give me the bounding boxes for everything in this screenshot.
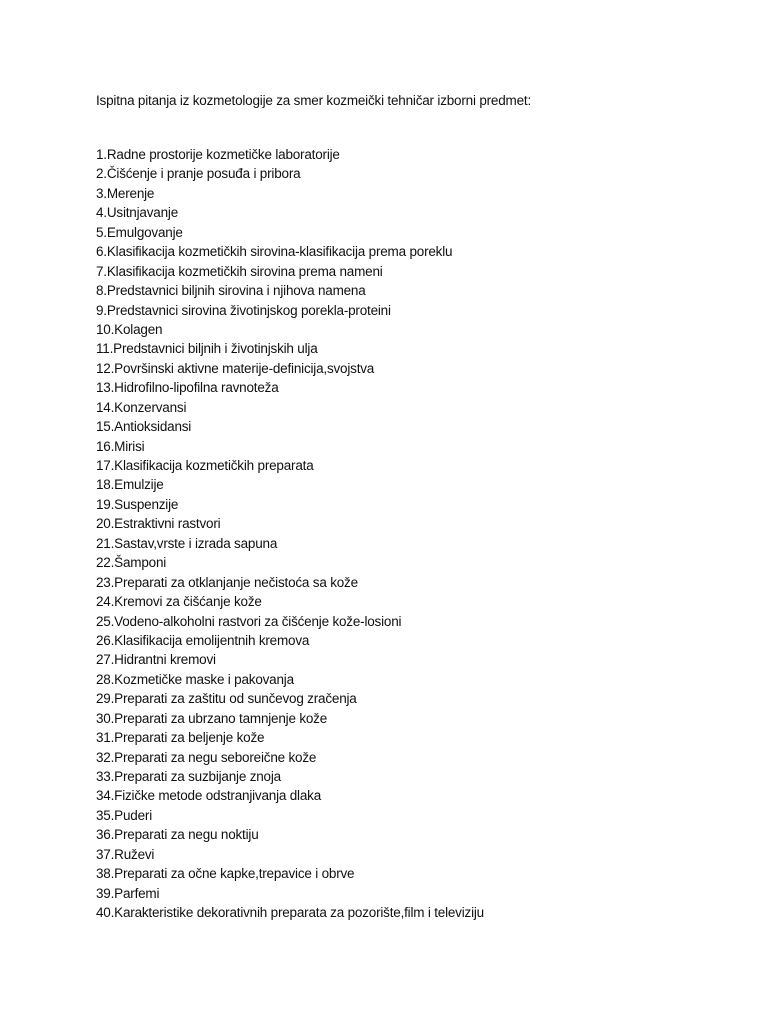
question-item: 22.Šamponi (96, 555, 167, 571)
question-item: 4.Usitnjavanje (96, 205, 178, 221)
question-item: 28.Kozmetičke maske i pakovanja (96, 671, 294, 687)
question-item: 13.Hidrofilno-lipofilna ravnoteža (96, 380, 279, 396)
document-heading: Ispitna pitanja iz kozmetologije za smer kozmeički tehničar izborni predmet: (96, 93, 531, 108)
question-item: 30.Preparati za ubrzano tamnjenje kože (96, 710, 328, 726)
question-item: 5.Emulgovanje (96, 224, 183, 240)
question-item: 11.Predstavnici biljnih i životinjskih ulja (96, 341, 318, 357)
question-item: 26.Klasifikacija emolijentnih kremova (96, 632, 310, 648)
question-item: 12.Površinski aktivne materije-definicija,svojstva (96, 360, 375, 376)
question-item: 10.Kolagen (96, 321, 163, 337)
question-item: 39.Parfemi (96, 885, 160, 901)
question-item: 25.Vodeno-alkoholni rastvori za čišćenje kože-losioni (96, 613, 402, 629)
question-item: 34.Fizičke metode odstranjivanja dlaka (96, 788, 322, 804)
question-item: 17.Klasifikacija kozmetičkih preparata (96, 458, 314, 473)
question-item: 9.Predstavnici sirovina životinjskog porekla-proteini (96, 302, 391, 318)
question-item: 36.Preparati za negu noktiju (96, 827, 259, 843)
question-item: 40.Karakteristike dekorativnih preparata za pozorište,film i televiziju (96, 905, 484, 921)
question-item: 23.Preparati za otklanjanje nečistoća sa kože (96, 574, 358, 590)
question-item: 6.Klasifikacija kozmetičkih sirovina-klasifikacija prema poreklu (96, 244, 453, 260)
question-item: 38.Preparati za očne kapke,trepavice i obrve (96, 866, 355, 882)
question-item: 20.Estraktivni rastvori (96, 516, 221, 532)
question-item: 35.Puderi (96, 807, 152, 823)
question-item: 1.Radne prostorije kozmetičke laboratorije (96, 147, 340, 162)
question-item: 33.Preparati za suzbijanje znoja (96, 769, 281, 784)
question-item: 7.Klasifikacija kozmetičkih sirovina prema nameni (96, 263, 383, 279)
question-item: 2.Čišćenje i pranje posuđa i pribora (96, 166, 301, 182)
question-item: 19.Suspenzije (96, 496, 179, 512)
question-item: 15.Antioksidansi (96, 419, 192, 435)
question-item: 14.Konzervansi (96, 399, 187, 415)
question-item: 18.Emulzije (96, 477, 164, 493)
question-list (96, 145, 484, 923)
question-item: 37.Ruževi (96, 846, 155, 862)
question-item: 3.Merenje (96, 185, 155, 201)
question-item: 31.Preparati za beljenje kože (96, 730, 265, 746)
question-item: 29.Preparati za zaštitu od sunčevog zračenja (96, 691, 357, 707)
question-item: 16.Mirisi (96, 438, 145, 454)
question-item: 32.Preparati za negu seboreične kože (96, 749, 317, 765)
question-item: 8.Predstavnici biljnih sirovina i njihova namena (96, 283, 366, 299)
question-item: 21.Sastav,vrste i izrada sapuna (96, 535, 278, 551)
question-item: 27.Hidrantni kremovi (96, 652, 216, 668)
question-item: 24.Kremovi za čišćanje kože (96, 594, 262, 610)
